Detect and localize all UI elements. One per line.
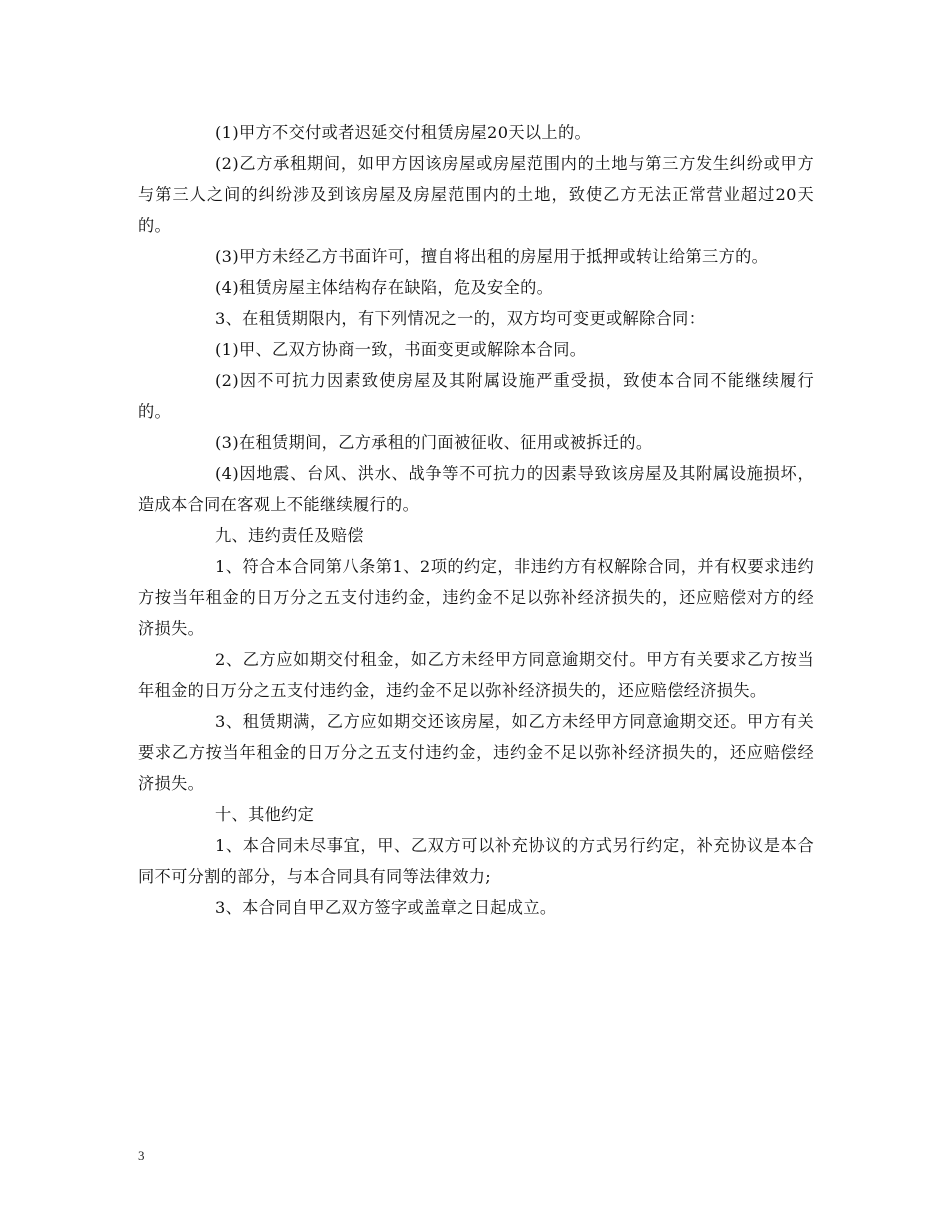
paragraph: (4)因地震、台风、洪水、战争等不可抗力的因素导致该房屋及其附属设施损坏，造成本合同在客观上不能继续履行的。 (138, 464, 814, 514)
paragraph: (2)乙方承租期间，如甲方因该房屋或房屋范围内的土地与第三方发生纠纷或甲方与第三人之间的纠纷涉及到该房屋及房屋范围内的土地，致使乙方无法正常营业超过20天的。 (138, 154, 814, 235)
paragraph: 1、符合本合同第八条第1、2项的约定，非违约方有权解除合同，并有权要求违约方按当年租金的日万分之五支付违约金，违约金不足以弥补经济损失的，还应赔偿对方的经济损失。 (138, 557, 814, 638)
paragraph: 2、乙方应如期交付租金，如乙方未经甲方同意逾期交付。甲方有关要求乙方按当年租金的日万分之五支付违约金，违约金不足以弥补经济损失的，还应赔偿经济损失。 (138, 650, 814, 700)
paragraph: (4)租赁房屋主体结构存在缺陷，危及安全的。 (215, 278, 554, 297)
paragraph: (2)因不可抗力因素致使房屋及其附属设施严重受损，致使本合同不能继续履行的。 (138, 371, 814, 421)
page-number: 3 (138, 1148, 145, 1163)
section-heading: 九、违约责任及赔偿 (215, 526, 364, 545)
paragraph: 3、在租赁期限内，有下列情况之一的，双方均可变更或解除合同： (215, 309, 706, 328)
paragraph: (1)甲方不交付或者迟延交付租赁房屋20天以上的。 (215, 123, 592, 142)
paragraph: (3)甲方未经乙方书面许可，擅自将出租的房屋用于抵押或转让给第三方的。 (215, 247, 769, 266)
paragraph: 3、租赁期满，乙方应如期交还该房屋，如乙方未经甲方同意逾期交还。甲方有关要求乙方按当年租金的日万分之五支付违约金，违约金不足以弥补经济损失的，还应赔偿经济损失。 (138, 712, 814, 793)
paragraph: (3)在租赁期间，乙方承租的门面被征收、征用或被拆迁的。 (215, 433, 653, 452)
document-body (138, 117, 814, 923)
paragraph: (1)甲、乙双方协商一致，书面变更或解除本合同。 (215, 340, 587, 359)
paragraph: 3、本合同自甲乙双方签字或盖章之日起成立。 (215, 898, 557, 917)
paragraph: 1、本合同未尽事宜，甲、乙双方可以补充协议的方式另行约定，补充协议是本合同不可分割的部分，与本合同具有同等法律效力; (138, 836, 814, 886)
section-heading: 十、其他约定 (215, 805, 315, 824)
